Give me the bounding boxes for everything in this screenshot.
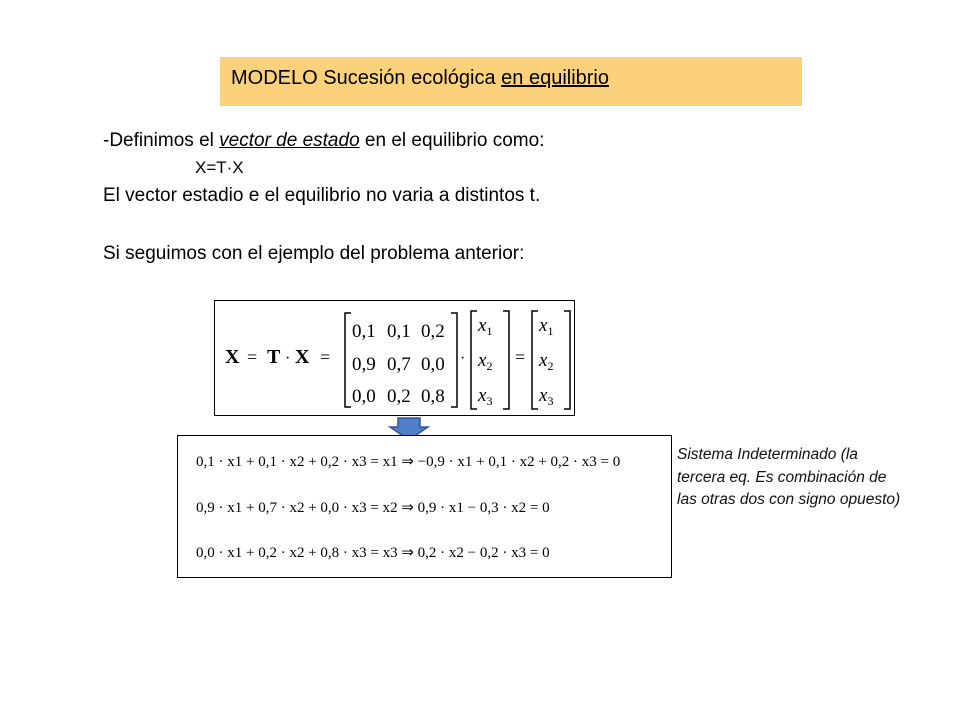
- matrix-left-bracket: [345, 313, 351, 407]
- equilibrium-explanation: El vector estadio e el equilibrio no varia a distintos t.: [103, 185, 541, 206]
- equations-box: [177, 435, 672, 578]
- matrix-cell: 0,0: [352, 386, 376, 407]
- times-dot: ·: [460, 350, 466, 367]
- matrix-cell: 0,8: [421, 386, 445, 407]
- vector-entry: $x_1$: [539, 315, 554, 338]
- equations-system: [178, 436, 671, 577]
- matrix-cell: 0,2: [387, 386, 411, 407]
- lhs-dot: ·: [285, 350, 291, 367]
- matrix-cell: 0,0: [421, 354, 445, 375]
- title-underlined: en equilibrio: [501, 67, 609, 89]
- example-intro: Si seguimos con el ejemplo del problema anterior:: [103, 243, 525, 264]
- vector-entry: $x_2$: [478, 350, 493, 373]
- vector-entry: $x_2$: [539, 350, 554, 373]
- equilibrium-formula: X=T·X: [195, 158, 244, 177]
- lhs-X: X: [225, 346, 240, 368]
- matrix-cell: 0,1: [352, 321, 376, 342]
- equation-1: 0,1 · x1 + 0,1 · x2 + 0,2 · x3 = x1 ⇒ −0,9 · x1 + 0,1 · x2 + 0,2 · x3 = 0: [196, 454, 621, 470]
- matrix-right-bracket: [451, 313, 457, 407]
- slide-title: [231, 67, 609, 90]
- definition-line: [103, 130, 544, 152]
- lhs-eq1: =: [247, 347, 258, 367]
- side-note: Sistema Indeterminado (la tercera eq. Es combinación de las otras dos con signo opuesto): [677, 446, 901, 508]
- matrix-cell: 0,2: [421, 321, 445, 342]
- equation-3: 0,0 · x1 + 0,2 · x2 + 0,8 · x3 = x3 ⇒ 0,2 · x2 − 0,2 · x3 = 0: [196, 545, 550, 561]
- definition-prefix: -Definimos el: [103, 130, 220, 151]
- state-vector-term: vector de estado: [219, 130, 360, 151]
- definition-suffix: en el equilibrio como:: [359, 130, 545, 151]
- matrix-cell: 0,9: [352, 354, 376, 375]
- vector-entry: $x_3$: [478, 385, 493, 408]
- vector-entry: $x_3$: [539, 385, 554, 408]
- matrix-equation-box: [214, 300, 575, 416]
- vector-right-bracket-r: [564, 311, 570, 409]
- equation-2: 0,9 · x1 + 0,7 · x2 + 0,0 · x3 = x2 ⇒ 0,9 · x1 − 0,3 · x2 = 0: [196, 500, 550, 516]
- vector-left-bracket-r: [503, 311, 509, 409]
- lhs-T: T: [267, 346, 281, 368]
- matrix-cell: 0,7: [387, 354, 411, 375]
- lhs-eq2: =: [320, 347, 331, 367]
- vector-right-bracket-l: [532, 311, 538, 409]
- title-prefix: MODELO Sucesión ecológica: [231, 67, 502, 89]
- lhs-X2: X: [295, 346, 310, 368]
- matrix-cell: 0,1: [387, 321, 411, 342]
- title-banner: [220, 57, 802, 106]
- vector-left-bracket-l: [471, 311, 477, 409]
- matrix-equation: [215, 301, 574, 415]
- rhs-eq: =: [515, 347, 526, 367]
- vector-entry: $x_1$: [478, 315, 493, 338]
